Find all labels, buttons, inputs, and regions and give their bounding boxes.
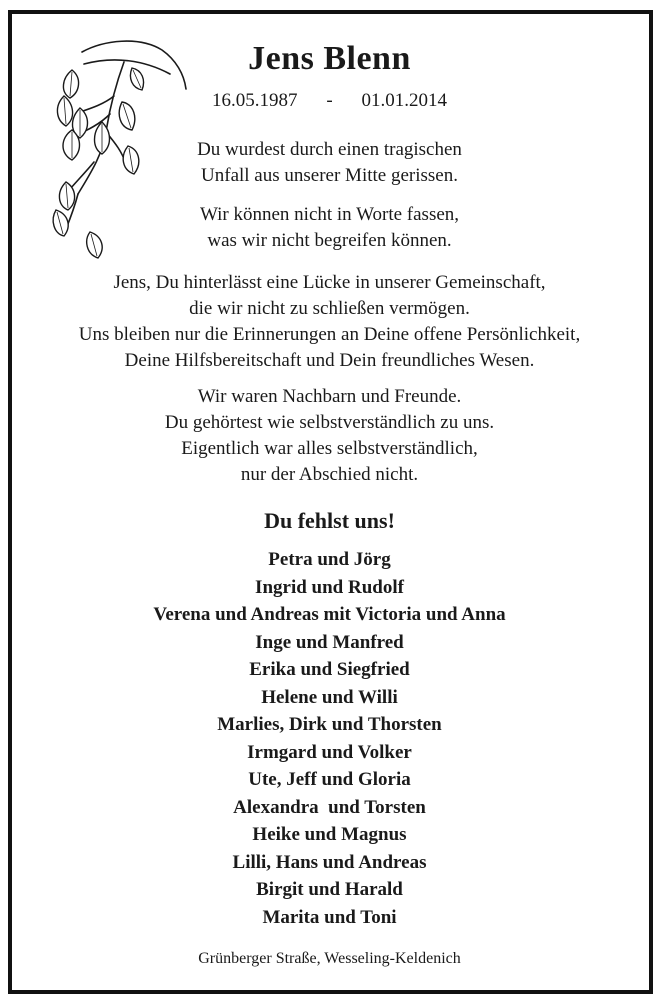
stanza-line: Du gehörtest wie selbstverständlich zu uns. [164,412,495,433]
signer: Erika und Siegfried [249,659,410,680]
signer: Heike und Magnus [252,824,407,845]
signer: Ingrid und Rudolf [255,576,404,598]
signer: Petra und Jörg [268,549,391,570]
signer: Inge und Manfred [255,631,404,653]
stanza-line: Du wurdest durch einen tragischen [197,139,462,160]
address-line: Grünberger Straße, Wesseling-Keldenich [198,950,461,967]
signer: Birgit und Harald [256,879,403,900]
stanza-line: die wir nicht zu schließen vermögen. [189,298,470,319]
stanza-line: Uns bleiben nur die Erinnerungen an Deine offene Persönlichkeit, [78,324,581,345]
birth-date: 16.05.1987 [212,90,298,111]
signer: Marita und Toni [262,906,397,928]
signer: Helene und Willi [261,686,398,708]
signer: Alexandra und Torsten [233,796,426,818]
signer: Irmgard und Volker [247,741,412,763]
date-separator: - [326,90,333,111]
closing-line: Du fehlst uns! [264,508,395,533]
signer: Lilli, Hans und Andreas [232,851,427,873]
stanza-line: Unfall aus unserer Mitte gerissen. [201,165,458,186]
signers-list [0,546,659,931]
stanza-line: nur der Abschied nicht. [240,464,419,485]
stanza-line: was wir nicht begreifen können. [207,230,452,251]
stanza-line: Jens, Du hinterlässt eine Lücke in unserer Gemeinschaft, [113,272,546,293]
stanza-line: Wir können nicht in Worte fassen, [199,204,460,225]
signer: Verena und Andreas mit Victoria und Anna [153,604,506,625]
stanza-line: Wir waren Nachbarn und Freunde. [197,386,462,407]
stanza-3 [0,270,659,374]
stanza-4 [0,384,659,488]
stanza-2 [0,202,659,254]
stanza-line: Eigentlich war alles selbstverständlich, [181,438,478,459]
deceased-name: Jens Blenn [248,40,411,77]
death-date: 01.01.2014 [361,90,447,111]
life-dates [0,90,659,112]
signer: Marlies, Dirk und Thorsten [217,714,442,735]
signer: Ute, Jeff und Gloria [248,769,411,790]
stanza-line: Deine Hilfsbereitschaft und Dein freundliches Wesen. [124,350,535,371]
stanza-1 [0,137,659,189]
